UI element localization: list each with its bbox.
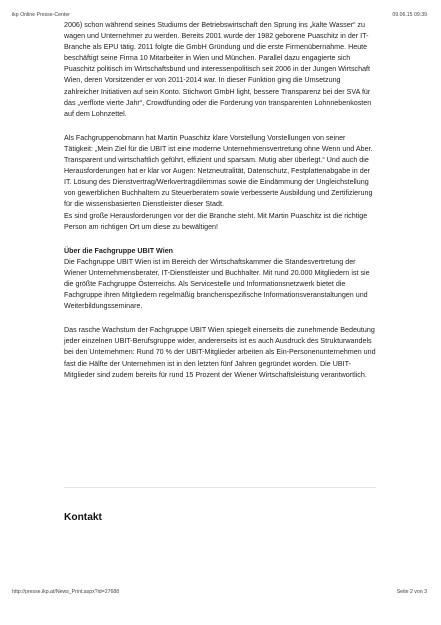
paragraph-biography: 2006) schon während seines Studiums der Betriebswirtschaft den Sprung ins „kalte Wasser“ zu wagen und Unternehmer zu werden. Bereits 2001 wurde der 1982 geborene Puaschitz in der IT-Branche als EPU tätig. 2011 folgte die GmbH Gründung und die erste Firmenübernahme. Heute beschäftigt seine Firma 10 Mitarbeiter in Wien und München. Parallel dazu engagierte sich Puaschitz politisch im Wirtschaftsbund und interessenpolitisch seit 2006 in der Jungen Wirtschaft Wien, deren Vorsitzender er von 2011-2014 war. In dieser Funktion ging die Umsetzung zahlreicher Initiativen auf sein Konto. Stichwort GmbH light, bessere Transparenz bei der SVA für das „verflixte vierte Jahr“, Crowdfunding oder die Forderung von transparenten Lohnnebenkosten auf dem Lohnzettel. <box>64 21 372 118</box>
site-title: ikp Online Presse-Center <box>12 12 70 18</box>
contact-heading: Kontakt <box>64 512 102 523</box>
print-footer <box>12 589 429 599</box>
section-heading-fachgruppe: Über die Fachgruppe UBIT Wien <box>64 246 174 255</box>
article-body <box>64 20 376 381</box>
paragraph-fachgruppe: Die Fachgruppe UBIT Wien ist im Bereich der Wirtschaftskammer die Standesvertretung der Wiener Unternehmensberater, IT-Dienstleister und Buchhalter. Mit rund 20.000 Mitgliedern ist sie die größte Fachgruppe Österreichs. Als Servicestelle und Informationsnetzwerk bietet die Fachgruppe ihren Mitgliedern regelmäßig branchenspezifische Informationsveranstaltungen und Weiterbildungsseminare. <box>64 257 370 311</box>
section-divider <box>64 487 376 488</box>
paragraph-growth: Das rasche Wachstum der Fachgruppe UBIT Wien spiegelt einerseits die zunehmende Bedeutung jeder einzelnen UBIT-Berufsgruppe wider, andererseits ist es auch Ausdruck des Strukturwandels bei den Unternehmen: Rund 70 % der UBIT-Mitglieder arbeiten als Ein-Personenunternehmen und fast die Hälfte der Unternehmen ist in den letzten fünf Jahren gegründet worden. Die UBIT-Mitglieder sind zudem bereits für rund 15 Prozent der Wiener Wirtschaftsleistung verantwortlich. <box>64 326 376 379</box>
page-url: http://presse.ikp.at/News_Print.aspx?id=27688 <box>12 589 120 595</box>
print-timestamp: 09.06.15 09:39 <box>392 12 427 18</box>
paragraph-vision: Als Fachgruppenobmann hat Martin Puaschitz klare Vorstellung Vorstellungen von seiner Tätigkeit: „Mein Ziel für die UBIT ist eine moderne Unternehmensvertretung ohne Wenn und Aber. Transparent und wirtschaftlich geführt, effizient und sparsam. Mutig aber überlegt.“ Und auch die Herausforderungen hat er klar vor Augen: Netzneutralität, Datenschutz, Festplattenabgabe in der IT. Lösung des Dienstvertrag/Werkvertragdilemmas sowie die Eindämmung der Ungleichstellung von gewerblichen Buchhaltern zu Steuerberatern sowie verbesserte Ausbildung und Zertifizierung für die wissensbasierten Dienstleister dieser Stadt. <box>64 133 373 209</box>
paragraph-challenges: Es sind große Herausforderungen vor der die Branche steht. Mit Martin Puaschitz ist die richtige Person am richtigen Ort um diese zu bewältigen! <box>64 211 368 231</box>
page-number: Seite 2 von 3 <box>396 589 427 595</box>
